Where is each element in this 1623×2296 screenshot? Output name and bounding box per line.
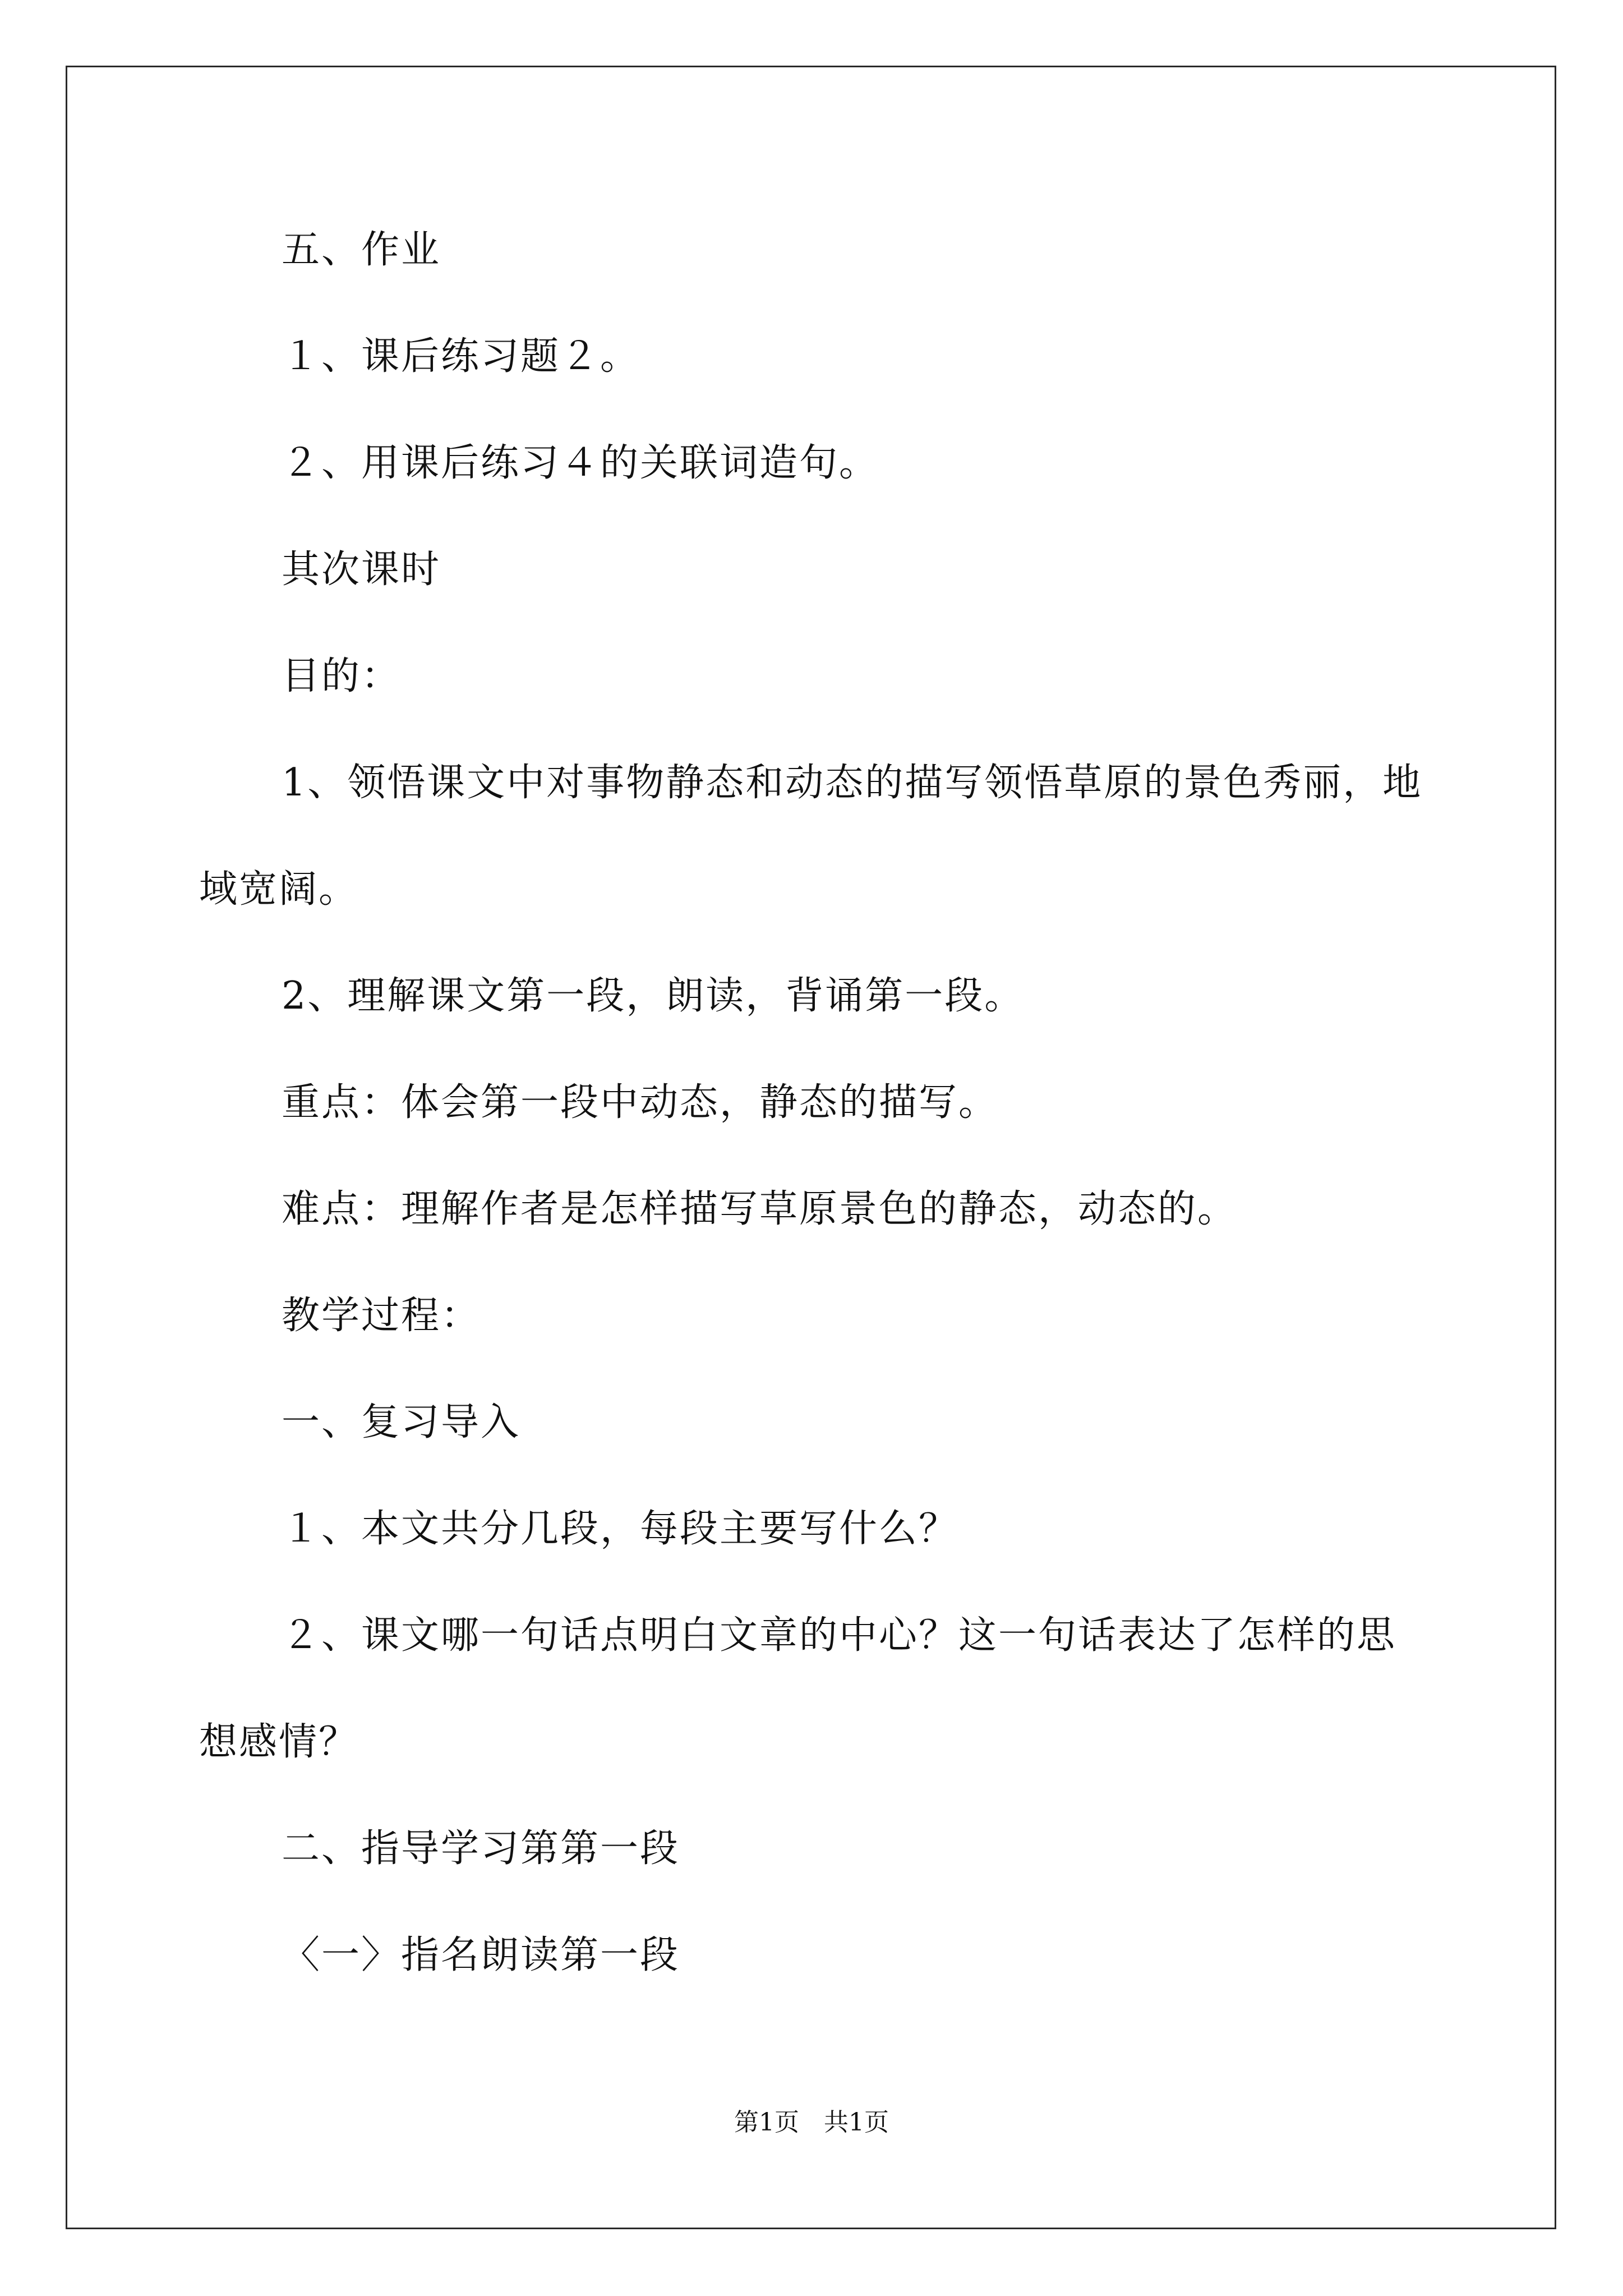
text-line-guide-step-1: 〈一〉指名朗读第一段 (282, 1933, 680, 1977)
text-line-process-heading: 教学过程： (282, 1294, 481, 1338)
text-line-review-question-2: ２、课文哪一句话点明白文章的中心？这一句话表达了怎样的思 (282, 1613, 1397, 1658)
text-line-review-question-2-cont: 想感情？ (199, 1720, 359, 1764)
text-line-second-lesson-heading: 其次课时 (282, 547, 441, 592)
text-line-key-point: 重点：体会第一段中动态，静态的描写。 (282, 1080, 999, 1125)
text-line-objective-2: 2、理解课文第一段，朗读，背诵第一段。 (282, 974, 1025, 1018)
text-line-review-question-1: １、本文共分几段，每段主要写什么？ (282, 1507, 959, 1551)
text-line-guide-heading: 二、指导学习第第一段 (282, 1826, 680, 1871)
page-border (66, 66, 1556, 2229)
text-line-objective-1: 1、领悟课文中对事物静态和动态的描写领悟草原的景色秀丽，地 (282, 761, 1423, 805)
page-number-footer: 第1页 共1页 (734, 2108, 889, 2137)
text-line-objective-1-cont: 域宽阔。 (199, 867, 359, 912)
text-line-homework-item-2: ２、用课后练习４的关联词造句。 (282, 441, 879, 485)
text-line-homework-item-1: １、课后练习题２。 (282, 334, 640, 379)
text-line-difficulty: 难点：理解作者是怎样描写草原景色的静态，动态的。 (282, 1187, 1238, 1231)
text-line-review-heading: 一、复习导入 (282, 1400, 521, 1444)
text-line-objectives-label: 目的： (282, 654, 402, 698)
text-line-homework-heading: 五、作业 (282, 228, 441, 272)
